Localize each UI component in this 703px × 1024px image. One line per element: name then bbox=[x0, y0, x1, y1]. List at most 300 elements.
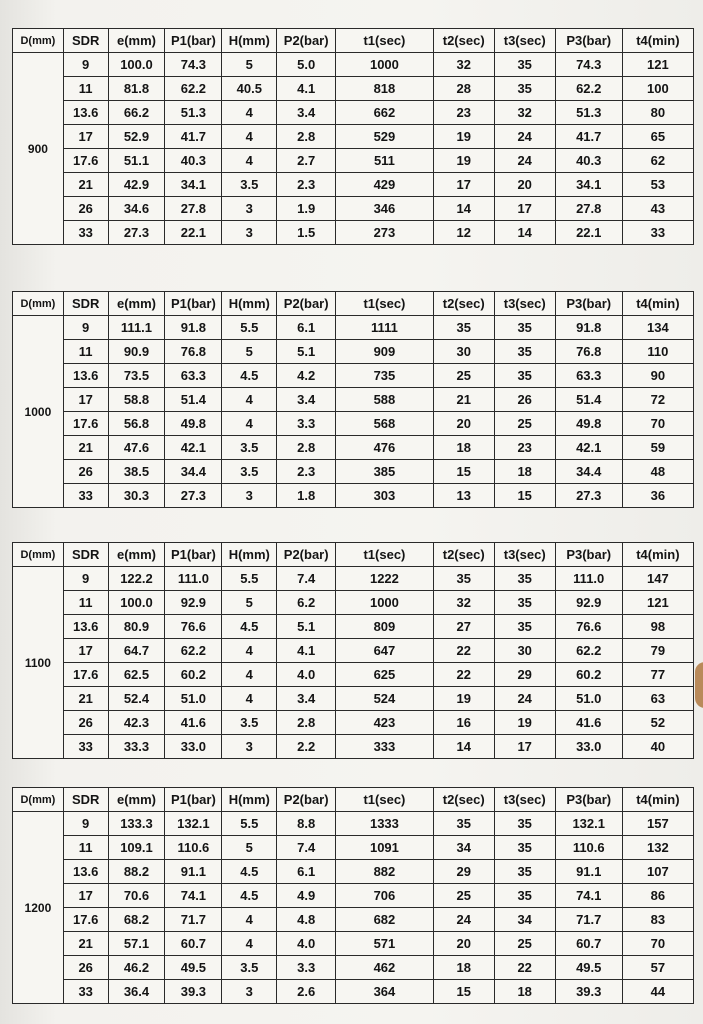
page-edge-tab bbox=[695, 662, 703, 708]
table-cell: 73.5 bbox=[108, 364, 165, 388]
table-cell: 83 bbox=[622, 908, 693, 932]
table-cell: 3 bbox=[222, 484, 277, 508]
sdr-cell: 17 bbox=[63, 884, 108, 908]
table-row bbox=[13, 173, 694, 197]
column-header: P3(bar) bbox=[555, 292, 622, 316]
table-cell: 49.8 bbox=[555, 412, 622, 436]
table-row bbox=[13, 460, 694, 484]
table-cell: 21 bbox=[433, 388, 494, 412]
table-cell: 5.5 bbox=[222, 316, 277, 340]
table-cell: 346 bbox=[336, 197, 434, 221]
column-header: P2(bar) bbox=[277, 29, 336, 53]
table-cell: 20 bbox=[433, 412, 494, 436]
table-cell: 22.1 bbox=[555, 221, 622, 245]
table-cell: 17 bbox=[494, 197, 555, 221]
table-cell: 110.6 bbox=[165, 836, 222, 860]
sdr-cell: 9 bbox=[63, 53, 108, 77]
column-header: e(mm) bbox=[108, 543, 165, 567]
column-header: P2(bar) bbox=[277, 788, 336, 812]
table-cell: 35 bbox=[494, 615, 555, 639]
table-cell: 27.3 bbox=[108, 221, 165, 245]
data-table bbox=[12, 787, 694, 1004]
sdr-cell: 21 bbox=[63, 436, 108, 460]
sdr-cell: 11 bbox=[63, 340, 108, 364]
column-header: P2(bar) bbox=[277, 543, 336, 567]
table-cell: 3.5 bbox=[222, 956, 277, 980]
sdr-cell: 33 bbox=[63, 735, 108, 759]
table-cell: 62.2 bbox=[555, 639, 622, 663]
table-cell: 3.3 bbox=[277, 956, 336, 980]
table-cell: 109.1 bbox=[108, 836, 165, 860]
table-cell: 476 bbox=[336, 436, 434, 460]
table-cell: 62 bbox=[622, 149, 693, 173]
table-cell: 100.0 bbox=[108, 53, 165, 77]
table-cell: 8.8 bbox=[277, 812, 336, 836]
table-cell: 56.8 bbox=[108, 412, 165, 436]
table-cell: 462 bbox=[336, 956, 434, 980]
table-cell: 4 bbox=[222, 101, 277, 125]
table-row bbox=[13, 687, 694, 711]
column-header: t3(sec) bbox=[494, 292, 555, 316]
table-cell: 90.9 bbox=[108, 340, 165, 364]
table-cell: 49.5 bbox=[555, 956, 622, 980]
table-cell: 35 bbox=[433, 567, 494, 591]
table-cell: 35 bbox=[433, 812, 494, 836]
table-cell: 882 bbox=[336, 860, 434, 884]
table-cell: 28 bbox=[433, 77, 494, 101]
table-cell: 1.5 bbox=[277, 221, 336, 245]
sdr-cell: 17.6 bbox=[63, 412, 108, 436]
table-cell: 4.5 bbox=[222, 860, 277, 884]
table-cell: 72 bbox=[622, 388, 693, 412]
table-cell: 809 bbox=[336, 615, 434, 639]
table-cell: 429 bbox=[336, 173, 434, 197]
table-cell: 48 bbox=[622, 460, 693, 484]
table-cell: 51.0 bbox=[165, 687, 222, 711]
table-cell: 34.4 bbox=[555, 460, 622, 484]
table-cell: 65 bbox=[622, 125, 693, 149]
table-cell: 20 bbox=[494, 173, 555, 197]
table-cell: 63 bbox=[622, 687, 693, 711]
table-cell: 735 bbox=[336, 364, 434, 388]
table-cell: 22 bbox=[433, 639, 494, 663]
table-cell: 98 bbox=[622, 615, 693, 639]
table-cell: 30.3 bbox=[108, 484, 165, 508]
table-cell: 4.1 bbox=[277, 639, 336, 663]
diameter-header: D(mm) bbox=[13, 292, 64, 316]
table-cell: 90 bbox=[622, 364, 693, 388]
table-cell: 4 bbox=[222, 932, 277, 956]
table-cell: 6.1 bbox=[277, 860, 336, 884]
table-cell: 6.2 bbox=[277, 591, 336, 615]
table-cell: 64.7 bbox=[108, 639, 165, 663]
table-cell: 4 bbox=[222, 639, 277, 663]
table-cell: 92.9 bbox=[555, 591, 622, 615]
table-cell: 571 bbox=[336, 932, 434, 956]
table-row bbox=[13, 101, 694, 125]
table-cell: 111.0 bbox=[165, 567, 222, 591]
table-cell: 52.4 bbox=[108, 687, 165, 711]
column-header: t3(sec) bbox=[494, 543, 555, 567]
diameter-header: D(mm) bbox=[13, 29, 64, 53]
table-cell: 35 bbox=[433, 316, 494, 340]
diameter-value: 1000 bbox=[13, 316, 64, 508]
table-cell: 19 bbox=[433, 149, 494, 173]
table-cell: 5.5 bbox=[222, 567, 277, 591]
table-cell: 52.9 bbox=[108, 125, 165, 149]
table-row bbox=[13, 484, 694, 508]
table-cell: 132.1 bbox=[555, 812, 622, 836]
table-cell: 2.6 bbox=[277, 980, 336, 1004]
table-cell: 30 bbox=[433, 340, 494, 364]
table-cell: 132.1 bbox=[165, 812, 222, 836]
table-cell: 34.1 bbox=[555, 173, 622, 197]
table-cell: 18 bbox=[494, 980, 555, 1004]
table-cell: 1333 bbox=[336, 812, 434, 836]
table-cell: 57.1 bbox=[108, 932, 165, 956]
table-cell: 62.2 bbox=[165, 639, 222, 663]
table-cell: 1.9 bbox=[277, 197, 336, 221]
column-header: e(mm) bbox=[108, 29, 165, 53]
table-cell: 35 bbox=[494, 812, 555, 836]
sdr-cell: 26 bbox=[63, 197, 108, 221]
table-cell: 625 bbox=[336, 663, 434, 687]
table-cell: 38.5 bbox=[108, 460, 165, 484]
column-header: P1(bar) bbox=[165, 543, 222, 567]
table-row bbox=[13, 316, 694, 340]
table-cell: 24 bbox=[494, 687, 555, 711]
table-row bbox=[13, 884, 694, 908]
table-cell: 3 bbox=[222, 980, 277, 1004]
table-cell: 30 bbox=[494, 639, 555, 663]
table-cell: 29 bbox=[433, 860, 494, 884]
table-cell: 51.3 bbox=[555, 101, 622, 125]
table-cell: 12 bbox=[433, 221, 494, 245]
table-cell: 4.5 bbox=[222, 884, 277, 908]
table-cell: 19 bbox=[494, 711, 555, 735]
table-cell: 76.6 bbox=[555, 615, 622, 639]
table-cell: 18 bbox=[494, 460, 555, 484]
table-cell: 2.8 bbox=[277, 125, 336, 149]
table-cell: 4.0 bbox=[277, 663, 336, 687]
table-cell: 134 bbox=[622, 316, 693, 340]
table-row bbox=[13, 197, 694, 221]
table-cell: 42.3 bbox=[108, 711, 165, 735]
table-cell: 44 bbox=[622, 980, 693, 1004]
column-header: e(mm) bbox=[108, 292, 165, 316]
table-cell: 76.6 bbox=[165, 615, 222, 639]
data-table bbox=[12, 28, 694, 245]
table-cell: 70.6 bbox=[108, 884, 165, 908]
table-cell: 6.1 bbox=[277, 316, 336, 340]
table-cell: 60.7 bbox=[555, 932, 622, 956]
table-cell: 27.3 bbox=[165, 484, 222, 508]
table-cell: 14 bbox=[433, 197, 494, 221]
column-header: H(mm) bbox=[222, 292, 277, 316]
table-cell: 3.5 bbox=[222, 173, 277, 197]
table-cell: 423 bbox=[336, 711, 434, 735]
table-cell: 91.8 bbox=[165, 316, 222, 340]
table-cell: 2.3 bbox=[277, 173, 336, 197]
table-cell: 4 bbox=[222, 125, 277, 149]
sdr-cell: 26 bbox=[63, 711, 108, 735]
diameter-value: 900 bbox=[13, 53, 64, 245]
sdr-cell: 9 bbox=[63, 812, 108, 836]
table-row bbox=[13, 932, 694, 956]
column-header: P3(bar) bbox=[555, 788, 622, 812]
diameter-value: 1100 bbox=[13, 567, 64, 759]
table-cell: 111.1 bbox=[108, 316, 165, 340]
table-cell: 4.0 bbox=[277, 932, 336, 956]
table-cell: 26 bbox=[494, 388, 555, 412]
table-cell: 27.8 bbox=[555, 197, 622, 221]
table-cell: 80 bbox=[622, 101, 693, 125]
table-cell: 74.1 bbox=[555, 884, 622, 908]
table-cell: 76.8 bbox=[165, 340, 222, 364]
sdr-cell: 17 bbox=[63, 125, 108, 149]
table-cell: 3.5 bbox=[222, 460, 277, 484]
table-cell: 62.2 bbox=[165, 77, 222, 101]
table-cell: 110.6 bbox=[555, 836, 622, 860]
table-cell: 40.3 bbox=[165, 149, 222, 173]
data-table bbox=[12, 291, 694, 508]
table-row bbox=[13, 663, 694, 687]
table-cell: 51.4 bbox=[165, 388, 222, 412]
column-header: SDR bbox=[63, 29, 108, 53]
table-cell: 59 bbox=[622, 436, 693, 460]
column-header: t4(min) bbox=[622, 543, 693, 567]
table-cell: 22.1 bbox=[165, 221, 222, 245]
table-cell: 3.4 bbox=[277, 388, 336, 412]
table-cell: 909 bbox=[336, 340, 434, 364]
table-cell: 682 bbox=[336, 908, 434, 932]
table-cell: 121 bbox=[622, 53, 693, 77]
sdr-cell: 13.6 bbox=[63, 101, 108, 125]
table-cell: 25 bbox=[433, 364, 494, 388]
table-cell: 51.0 bbox=[555, 687, 622, 711]
table-cell: 2.8 bbox=[277, 711, 336, 735]
table-cell: 49.5 bbox=[165, 956, 222, 980]
table-cell: 36.4 bbox=[108, 980, 165, 1004]
table-row bbox=[13, 591, 694, 615]
table-row bbox=[13, 860, 694, 884]
column-header: P1(bar) bbox=[165, 292, 222, 316]
table-cell: 107 bbox=[622, 860, 693, 884]
table-cell: 40.5 bbox=[222, 77, 277, 101]
table-cell: 60.2 bbox=[555, 663, 622, 687]
table-cell: 74.3 bbox=[165, 53, 222, 77]
table-cell: 100.0 bbox=[108, 591, 165, 615]
table-header-row bbox=[13, 29, 694, 53]
table-cell: 4 bbox=[222, 908, 277, 932]
table-cell: 111.0 bbox=[555, 567, 622, 591]
table-cell: 100 bbox=[622, 77, 693, 101]
sdr-cell: 21 bbox=[63, 173, 108, 197]
table-row bbox=[13, 340, 694, 364]
table-cell: 121 bbox=[622, 591, 693, 615]
sdr-cell: 26 bbox=[63, 956, 108, 980]
table-cell: 529 bbox=[336, 125, 434, 149]
table-cell: 33.3 bbox=[108, 735, 165, 759]
table-cell: 33.0 bbox=[165, 735, 222, 759]
table-cell: 40 bbox=[622, 735, 693, 759]
table-cell: 14 bbox=[494, 221, 555, 245]
sdr-cell: 11 bbox=[63, 836, 108, 860]
column-header: t2(sec) bbox=[433, 788, 494, 812]
table-cell: 91.1 bbox=[165, 860, 222, 884]
table-cell: 46.2 bbox=[108, 956, 165, 980]
table-cell: 70 bbox=[622, 932, 693, 956]
table-row bbox=[13, 221, 694, 245]
table-cell: 51.3 bbox=[165, 101, 222, 125]
table-cell: 364 bbox=[336, 980, 434, 1004]
sdr-cell: 13.6 bbox=[63, 860, 108, 884]
sdr-cell: 17 bbox=[63, 388, 108, 412]
table-cell: 3 bbox=[222, 221, 277, 245]
table-cell: 157 bbox=[622, 812, 693, 836]
table-cell: 66.2 bbox=[108, 101, 165, 125]
pressure-table-1000 bbox=[12, 291, 694, 508]
table-cell: 32 bbox=[494, 101, 555, 125]
table-cell: 79 bbox=[622, 639, 693, 663]
column-header: P3(bar) bbox=[555, 29, 622, 53]
table-cell: 3.5 bbox=[222, 436, 277, 460]
table-cell: 52 bbox=[622, 711, 693, 735]
table-cell: 29 bbox=[494, 663, 555, 687]
table-cell: 34.4 bbox=[165, 460, 222, 484]
column-header: SDR bbox=[63, 788, 108, 812]
table-cell: 706 bbox=[336, 884, 434, 908]
table-cell: 34.1 bbox=[165, 173, 222, 197]
table-cell: 7.4 bbox=[277, 567, 336, 591]
table-cell: 5.1 bbox=[277, 615, 336, 639]
table-cell: 5.0 bbox=[277, 53, 336, 77]
table-row bbox=[13, 956, 694, 980]
table-cell: 5 bbox=[222, 340, 277, 364]
table-row bbox=[13, 567, 694, 591]
table-cell: 24 bbox=[494, 149, 555, 173]
table-cell: 2.8 bbox=[277, 436, 336, 460]
table-cell: 35 bbox=[494, 340, 555, 364]
table-cell: 53 bbox=[622, 173, 693, 197]
table-cell: 80.9 bbox=[108, 615, 165, 639]
table-cell: 5.1 bbox=[277, 340, 336, 364]
table-header-row bbox=[13, 788, 694, 812]
column-header: P2(bar) bbox=[277, 292, 336, 316]
table-cell: 25 bbox=[494, 412, 555, 436]
table-cell: 4.5 bbox=[222, 615, 277, 639]
table-cell: 86 bbox=[622, 884, 693, 908]
diameter-header: D(mm) bbox=[13, 543, 64, 567]
column-header: t4(min) bbox=[622, 292, 693, 316]
sdr-cell: 33 bbox=[63, 221, 108, 245]
table-cell: 81.8 bbox=[108, 77, 165, 101]
sdr-cell: 17.6 bbox=[63, 663, 108, 687]
table-cell: 132 bbox=[622, 836, 693, 860]
table-row bbox=[13, 436, 694, 460]
column-header: t4(min) bbox=[622, 29, 693, 53]
table-cell: 13 bbox=[433, 484, 494, 508]
table-cell: 1.8 bbox=[277, 484, 336, 508]
table-cell: 15 bbox=[433, 980, 494, 1004]
table-cell: 7.4 bbox=[277, 836, 336, 860]
table-cell: 15 bbox=[433, 460, 494, 484]
sdr-cell: 33 bbox=[63, 484, 108, 508]
column-header: P3(bar) bbox=[555, 543, 622, 567]
table-row bbox=[13, 77, 694, 101]
table-cell: 60.2 bbox=[165, 663, 222, 687]
table-cell: 71.7 bbox=[555, 908, 622, 932]
table-cell: 77 bbox=[622, 663, 693, 687]
table-cell: 19 bbox=[433, 125, 494, 149]
diameter-header: D(mm) bbox=[13, 788, 64, 812]
column-header: H(mm) bbox=[222, 788, 277, 812]
table-cell: 818 bbox=[336, 77, 434, 101]
table-cell: 1222 bbox=[336, 567, 434, 591]
sdr-cell: 17.6 bbox=[63, 149, 108, 173]
table-cell: 41.7 bbox=[555, 125, 622, 149]
table-cell: 35 bbox=[494, 884, 555, 908]
table-cell: 147 bbox=[622, 567, 693, 591]
table-cell: 5 bbox=[222, 591, 277, 615]
column-header: t2(sec) bbox=[433, 292, 494, 316]
column-header: H(mm) bbox=[222, 29, 277, 53]
table-cell: 524 bbox=[336, 687, 434, 711]
table-cell: 42.9 bbox=[108, 173, 165, 197]
table-cell: 35 bbox=[494, 316, 555, 340]
column-header: P1(bar) bbox=[165, 788, 222, 812]
data-table bbox=[12, 542, 694, 759]
table-cell: 15 bbox=[494, 484, 555, 508]
table-cell: 24 bbox=[433, 908, 494, 932]
table-cell: 2.7 bbox=[277, 149, 336, 173]
table-cell: 4 bbox=[222, 412, 277, 436]
table-cell: 1091 bbox=[336, 836, 434, 860]
table-row bbox=[13, 812, 694, 836]
table-cell: 4.9 bbox=[277, 884, 336, 908]
table-cell: 4 bbox=[222, 388, 277, 412]
table-cell: 25 bbox=[494, 932, 555, 956]
table-cell: 76.8 bbox=[555, 340, 622, 364]
sdr-cell: 11 bbox=[63, 77, 108, 101]
table-row bbox=[13, 836, 694, 860]
column-header: t1(sec) bbox=[336, 292, 434, 316]
table-cell: 27.8 bbox=[165, 197, 222, 221]
table-cell: 35 bbox=[494, 77, 555, 101]
table-cell: 63.3 bbox=[555, 364, 622, 388]
table-cell: 33.0 bbox=[555, 735, 622, 759]
table-row bbox=[13, 412, 694, 436]
table-cell: 568 bbox=[336, 412, 434, 436]
table-cell: 647 bbox=[336, 639, 434, 663]
table-cell: 32 bbox=[433, 53, 494, 77]
table-cell: 273 bbox=[336, 221, 434, 245]
table-cell: 91.8 bbox=[555, 316, 622, 340]
table-cell: 41.7 bbox=[165, 125, 222, 149]
table-cell: 34.6 bbox=[108, 197, 165, 221]
column-header: P1(bar) bbox=[165, 29, 222, 53]
table-cell: 1000 bbox=[336, 53, 434, 77]
table-cell: 42.1 bbox=[555, 436, 622, 460]
table-row bbox=[13, 980, 694, 1004]
sdr-cell: 26 bbox=[63, 460, 108, 484]
table-cell: 35 bbox=[494, 53, 555, 77]
diameter-value: 1200 bbox=[13, 812, 64, 1004]
sdr-cell: 33 bbox=[63, 980, 108, 1004]
table-cell: 2.2 bbox=[277, 735, 336, 759]
table-cell: 35 bbox=[494, 364, 555, 388]
table-cell: 68.2 bbox=[108, 908, 165, 932]
